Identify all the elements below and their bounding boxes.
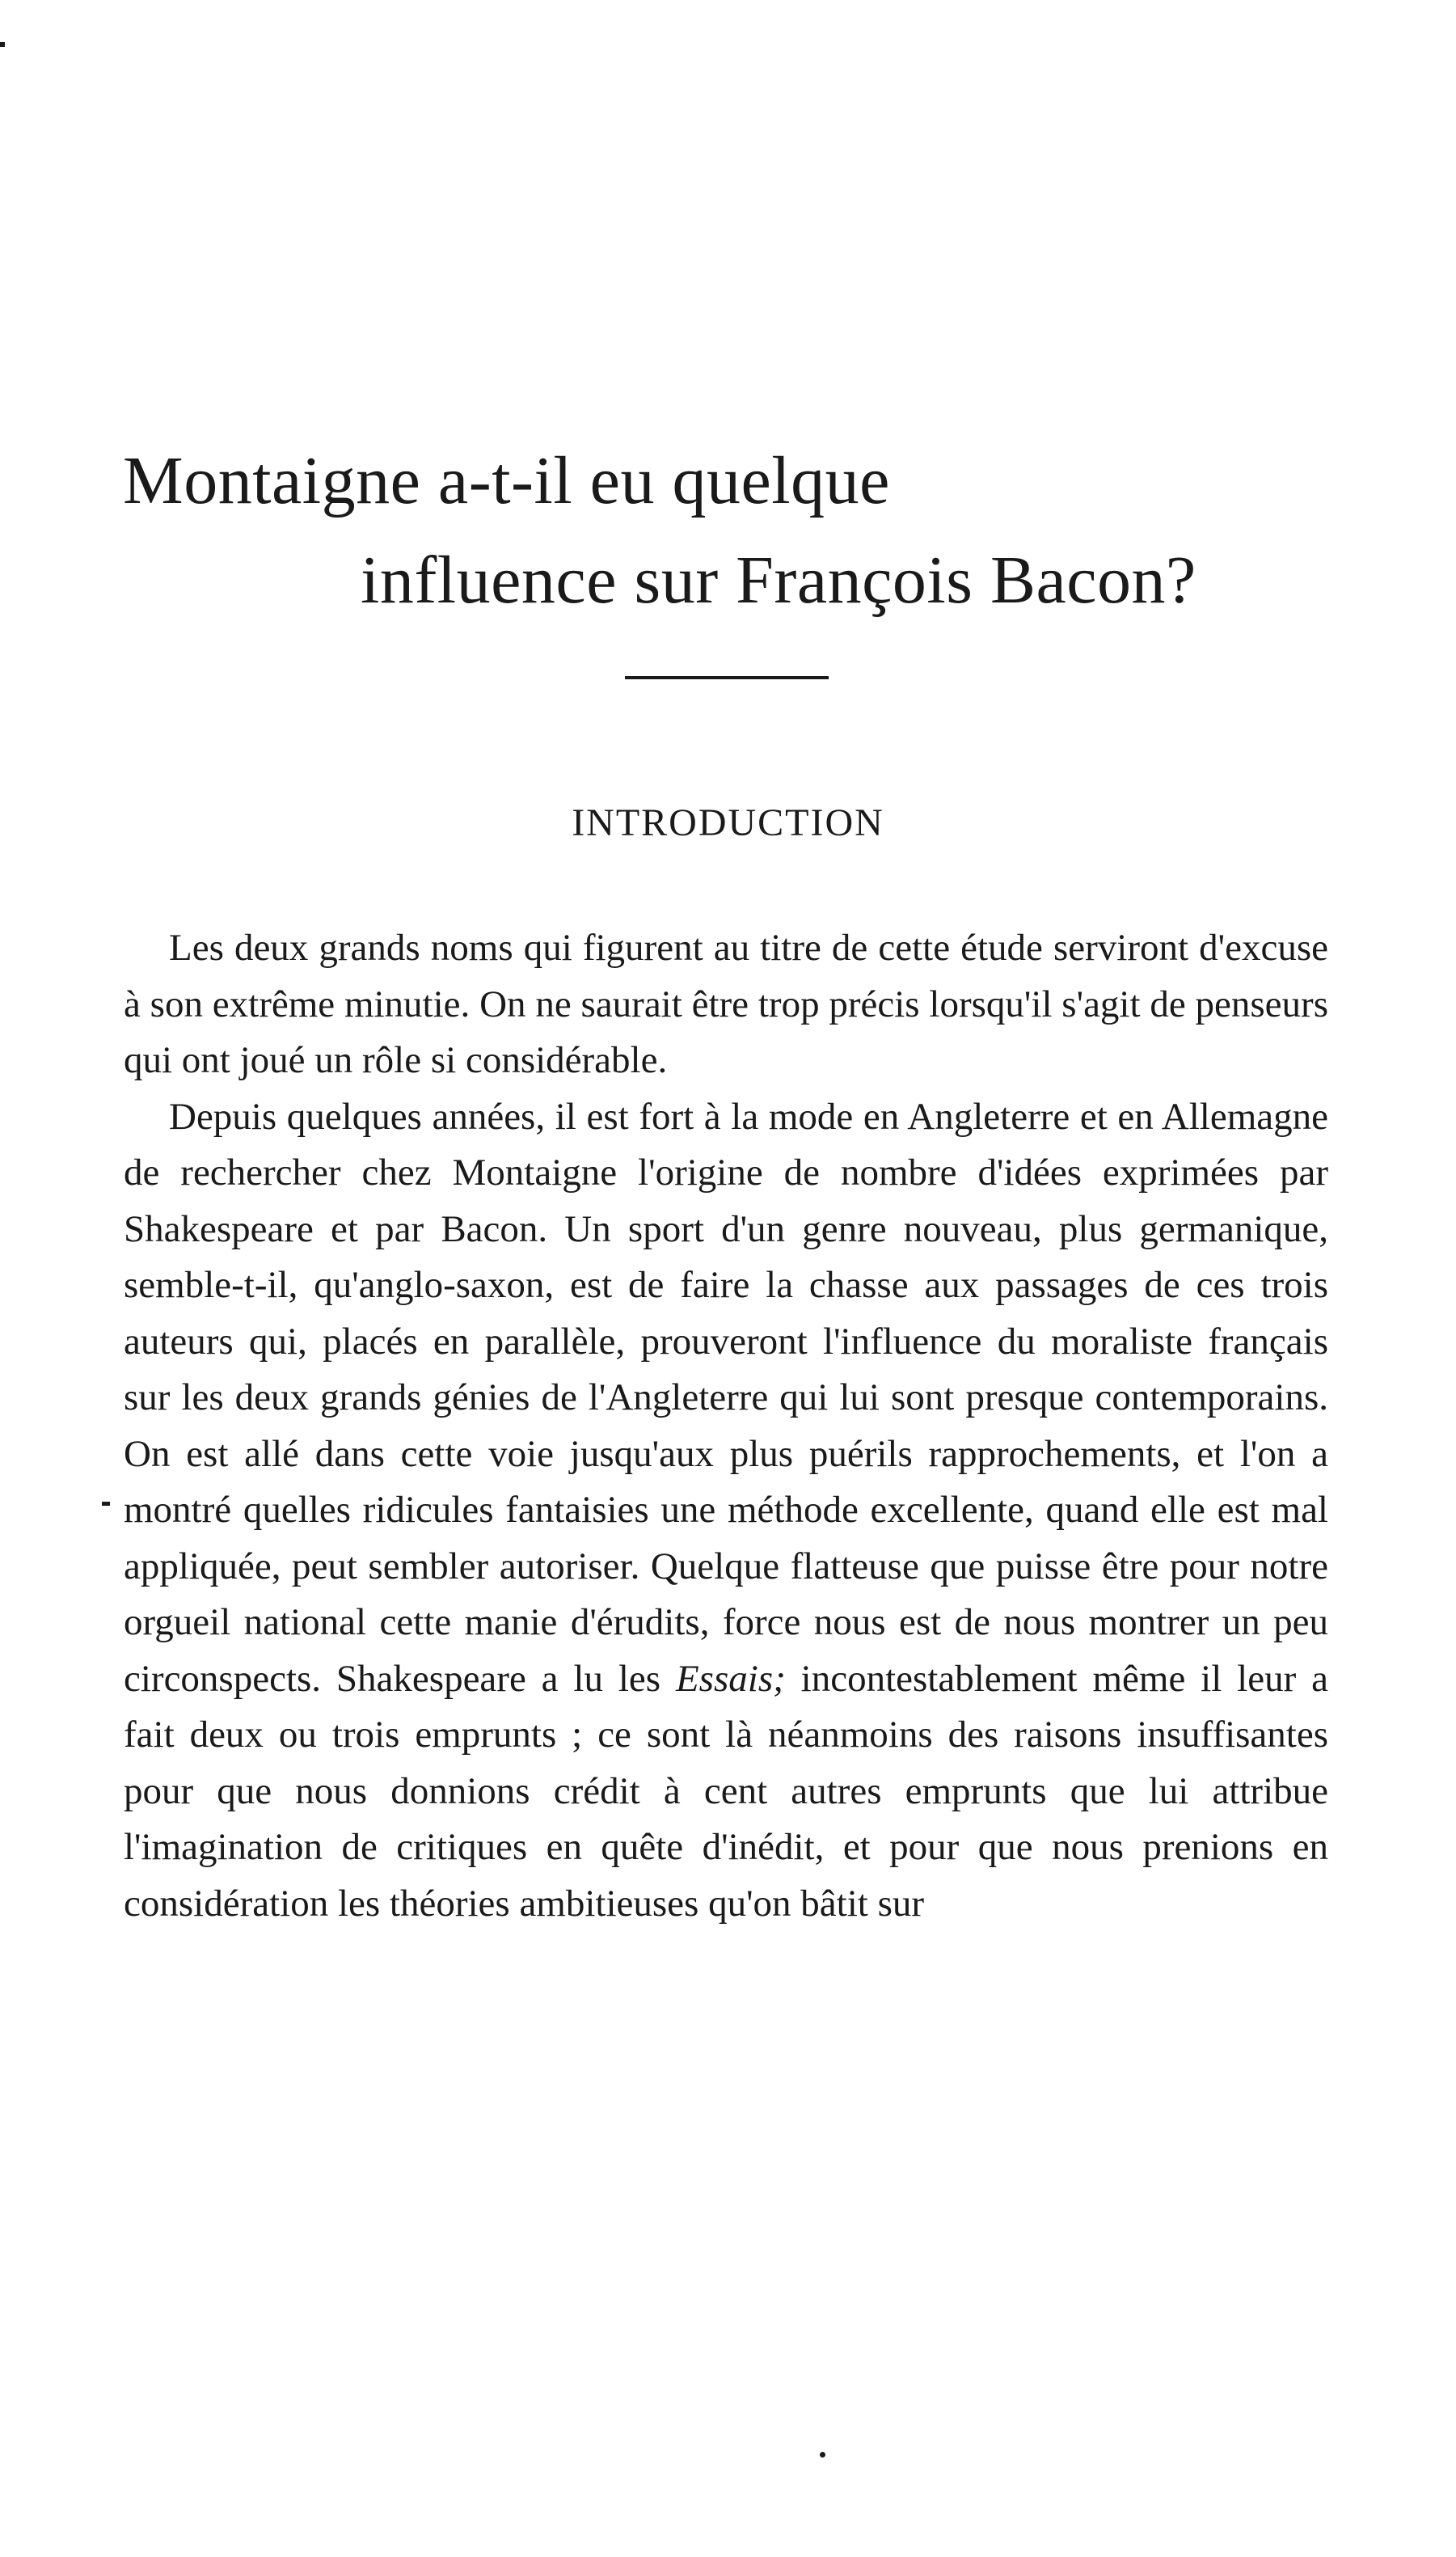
italic-book-title: Essais; [675, 1657, 786, 1700]
chapter-title [0, 0, 1456, 728]
margin-mark [102, 1502, 110, 1506]
page-dot-mark [820, 2452, 825, 2458]
title-divider [625, 676, 829, 679]
section-heading: INTRODUCTION [572, 801, 884, 844]
paragraph [124, 1089, 1328, 1933]
paragraph-text: Depuis quelques années, il est fort à la mode en Angleterre et en Allemagne de rechercher chez Montaigne l'origine de nombre d'idées exprimées par Shakespeare et par Bacon. Un sport d'un genre nouveau, plus germanique, semble-t-il, qu'anglo-saxon, est de faire la chasse aux passages de ces trois auteurs qui, placés en parallèle, prouveront l'influence du moraliste français sur les deux grands génies de l'Angleterre qui lui sont presque contemporains. On est allé dans cette voie jusqu'aux plus puérils rapprochements, et l'on a montré quelles ridicules fantaisies une méthode excellente, quand elle est mal appliquée, peut sembler autoriser. Quelque flatteuse que puisse être pour notre orgueil national cette manie d'érudits, force nous est de nous montrer un peu circonspects. Shakespeare a lu les [124, 1095, 1328, 1700]
paragraph: Les deux grands noms qui figurent au titre de cette étude serviront d'excuse à son extrême minutie. On ne saurait être trop précis lorsqu'il s'agit de penseurs qui ont joué un rôle si considérable. [124, 927, 1328, 1081]
paragraph-text: incontestablement même il leur a fait deux ou trois emprunts ; ce sont là néanmoins des raisons insuffisantes pour que nous donnions crédit à cent autres emprunts que lui attribue l'imagination de critiques en quête d'inédit, et pour que nous prenions en considération les théories ambitieuses qu'on bâtit sur [124, 1657, 1328, 1925]
title-line-2: influence sur François Bacon? [361, 543, 1196, 618]
title-line-1: Montaigne a-t-il eu quelque [123, 443, 890, 518]
body-text [124, 920, 1328, 1932]
